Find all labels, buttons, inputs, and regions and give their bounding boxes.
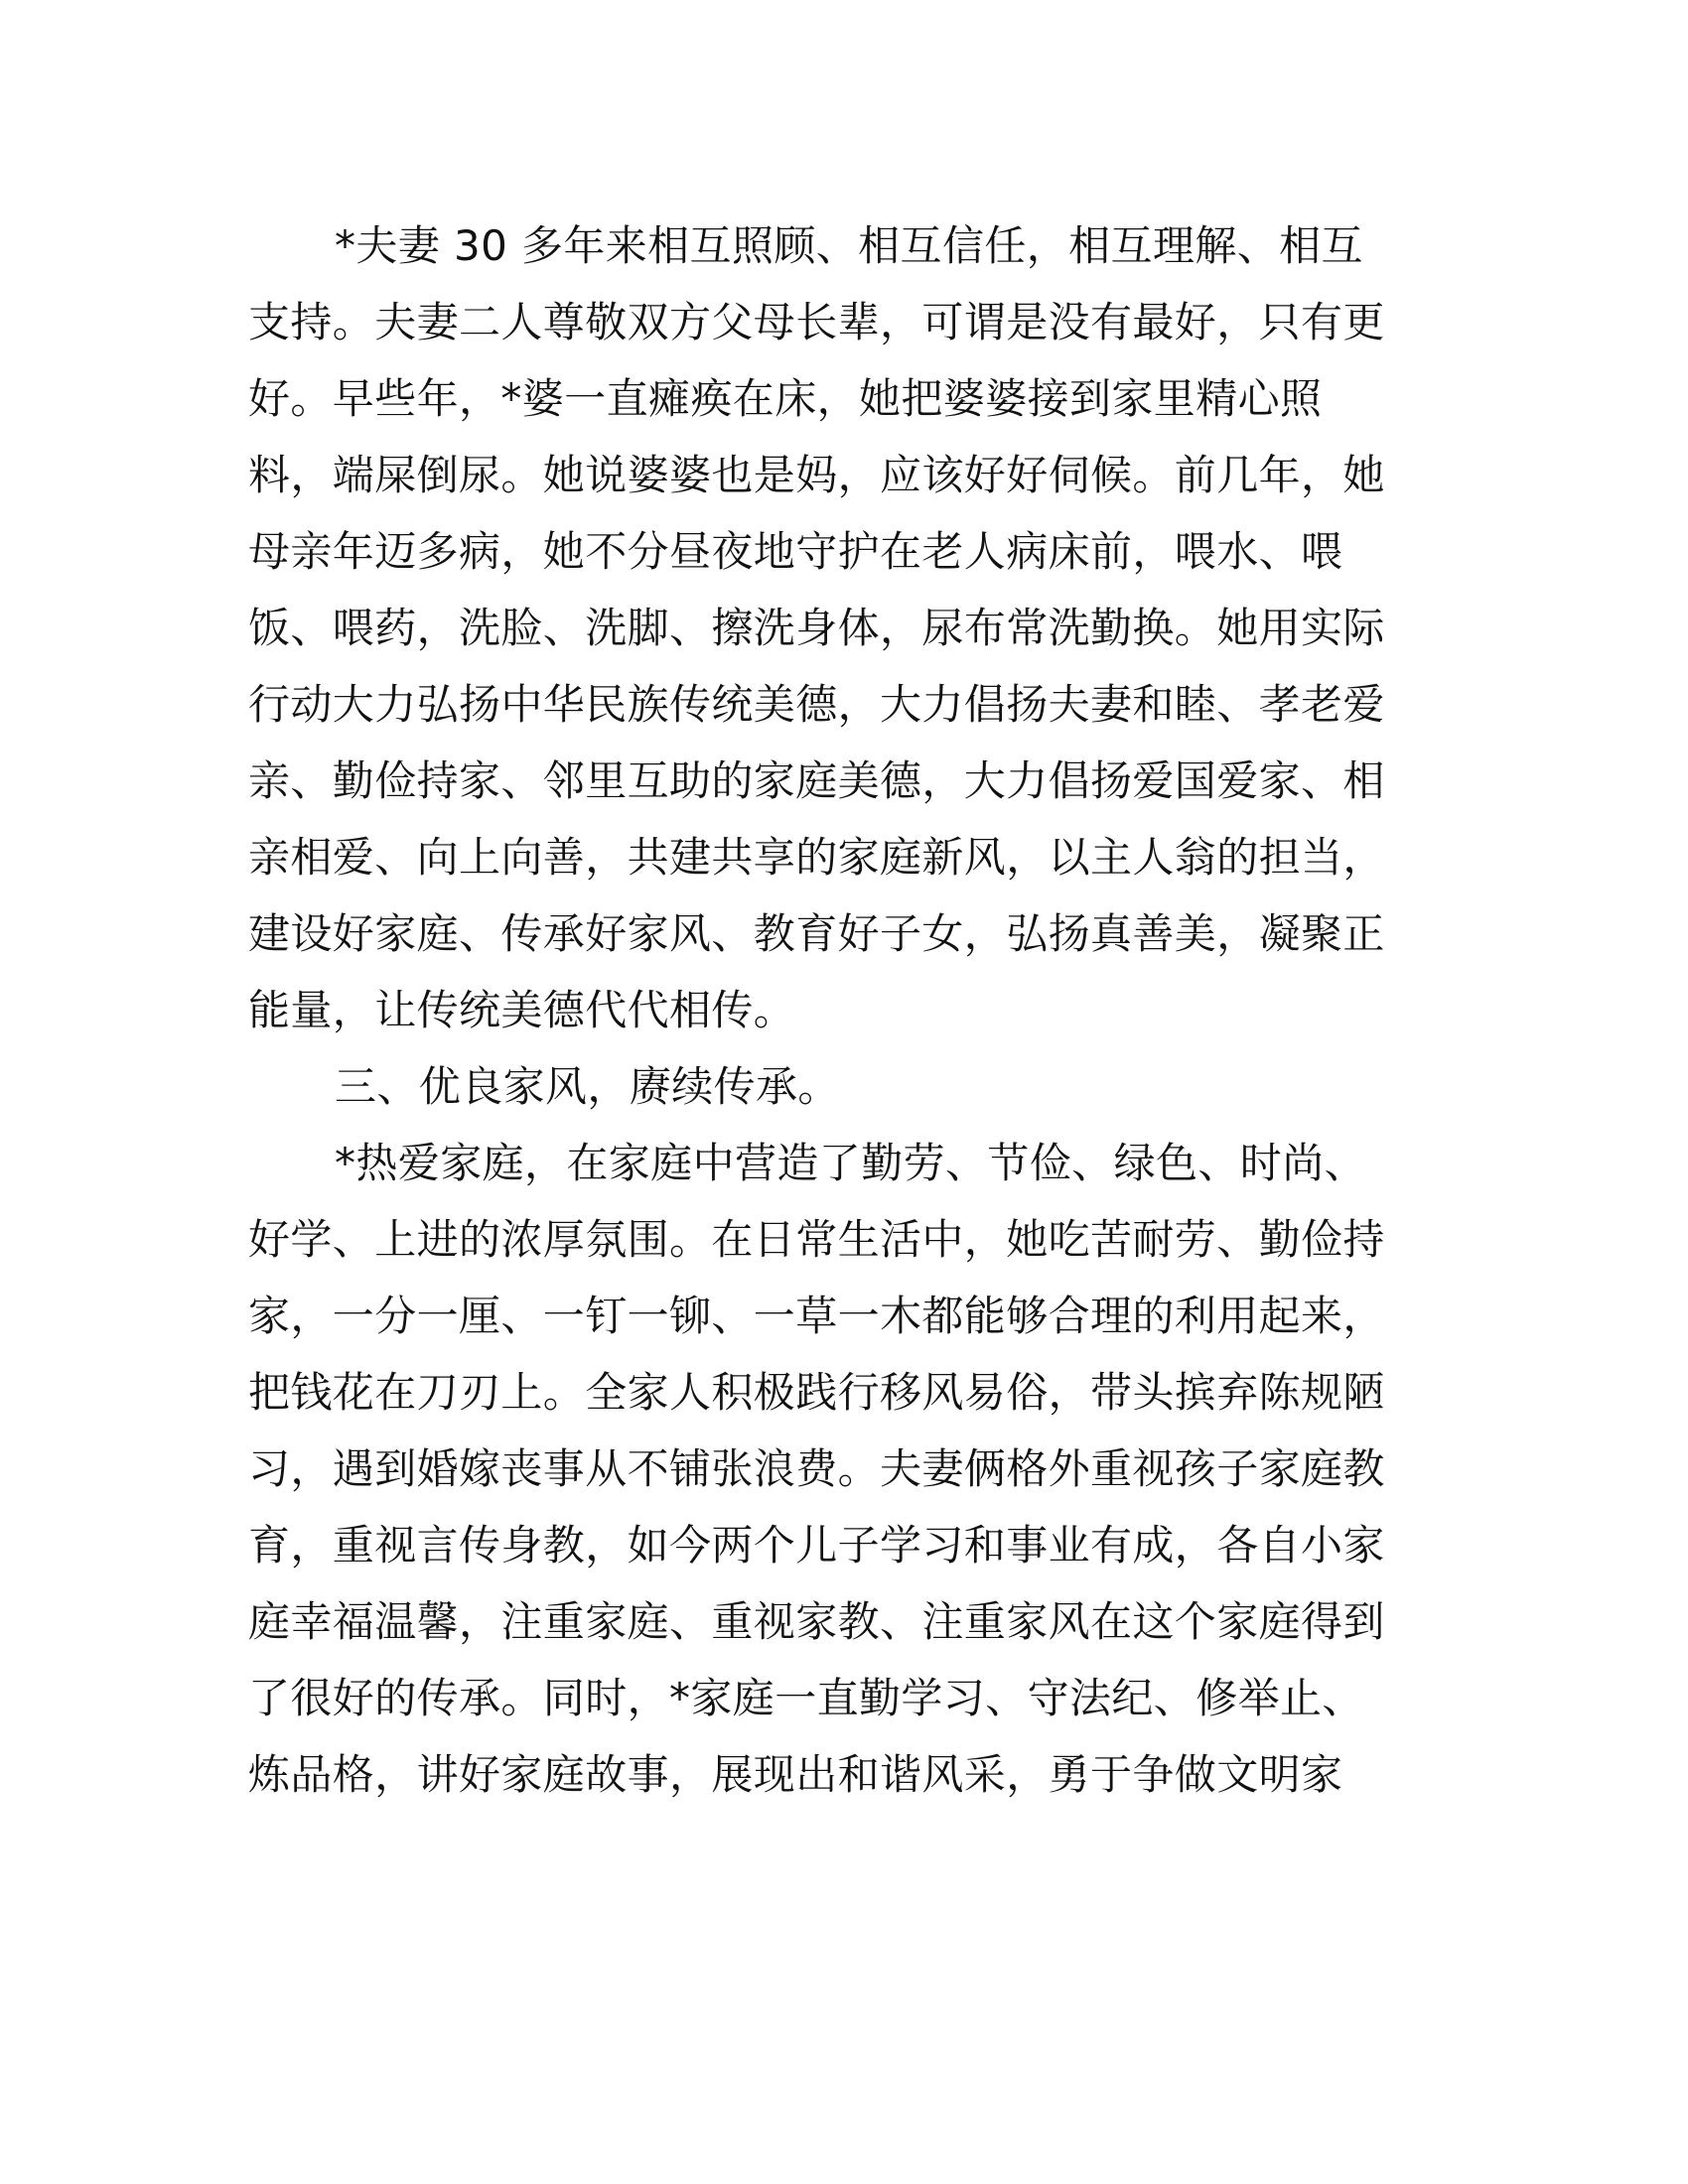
text-line: 亲相爱、向上向善，共建共享的家庭新风，以主人翁的担当，	[248, 833, 1385, 882]
text-line: 好学、上进的浓厚氛围。在日常生活中，她吃苦耐劳、勤俭持	[248, 1215, 1385, 1264]
text-line: 亲、勤俭持家、邻里互助的家庭美德，大力倡扬爱国爱家、相	[248, 756, 1385, 805]
text-line: 家，一分一厘、一钉一铆、一草一木都能够合理的利用起来，	[248, 1292, 1385, 1340]
paragraph	[248, 1125, 1440, 1813]
text-line: 支持。夫妻二人尊敬双方父母长辈，可谓是没有最好，只有更	[248, 298, 1385, 346]
text-line: 庭幸福温馨，注重家庭、重视家教、注重家风在这个家庭得到	[248, 1597, 1385, 1646]
text-line: 建设好家庭、传承好家风、教育好子女，弘扬真善美，凝聚正	[248, 909, 1385, 958]
text-line: 炼品格，讲好家庭故事，展现出和谐风采，勇于争做文明家	[248, 1750, 1343, 1799]
text-line: *夫妻 30 多年来相互照顾、相互信任，相互理解、相互	[335, 221, 1363, 270]
text-line: 料，端屎倒尿。她说婆婆也是妈，应该好好伺候。前几年，她	[248, 451, 1385, 499]
text-line: 把钱花在刀刃上。全家人积极践行移风易俗，带头摈弃陈规陋	[248, 1368, 1385, 1417]
text-line: 习，遇到婚嫁丧事从不铺张浪费。夫妻俩格外重视孩子家庭教	[248, 1444, 1385, 1493]
text-line: 好。早些年，*婆一直瘫痪在床，她把婆婆接到家里精心照	[248, 374, 1323, 423]
section-heading	[248, 1048, 1440, 1125]
text-line: 三、优良家风，赓续传承。	[335, 1062, 840, 1111]
paragraph	[248, 207, 1440, 1048]
text-line: 饭、喂药，洗脸、洗脚、擦洗身体，尿布常洗勤换。她用实际	[248, 604, 1385, 652]
text-line: *热爱家庭，在家庭中营造了勤劳、节俭、绿色、时尚、	[335, 1139, 1367, 1187]
document-page	[248, 207, 1440, 1813]
text-line: 能量，让传统美德代代相传。	[248, 986, 796, 1034]
text-line: 行动大力弘扬中华民族传统美德，大力倡扬夫妻和睦、孝老爱	[248, 680, 1385, 729]
text-line: 母亲年迈多病，她不分昼夜地守护在老人病床前，喂水、喂	[248, 527, 1343, 576]
text-line: 育，重视言传身教，如今两个儿子学习和事业有成，各自小家	[248, 1521, 1385, 1570]
text-line: 了很好的传承。同时，*家庭一直勤学习、守法纪、修举止、	[248, 1674, 1364, 1722]
